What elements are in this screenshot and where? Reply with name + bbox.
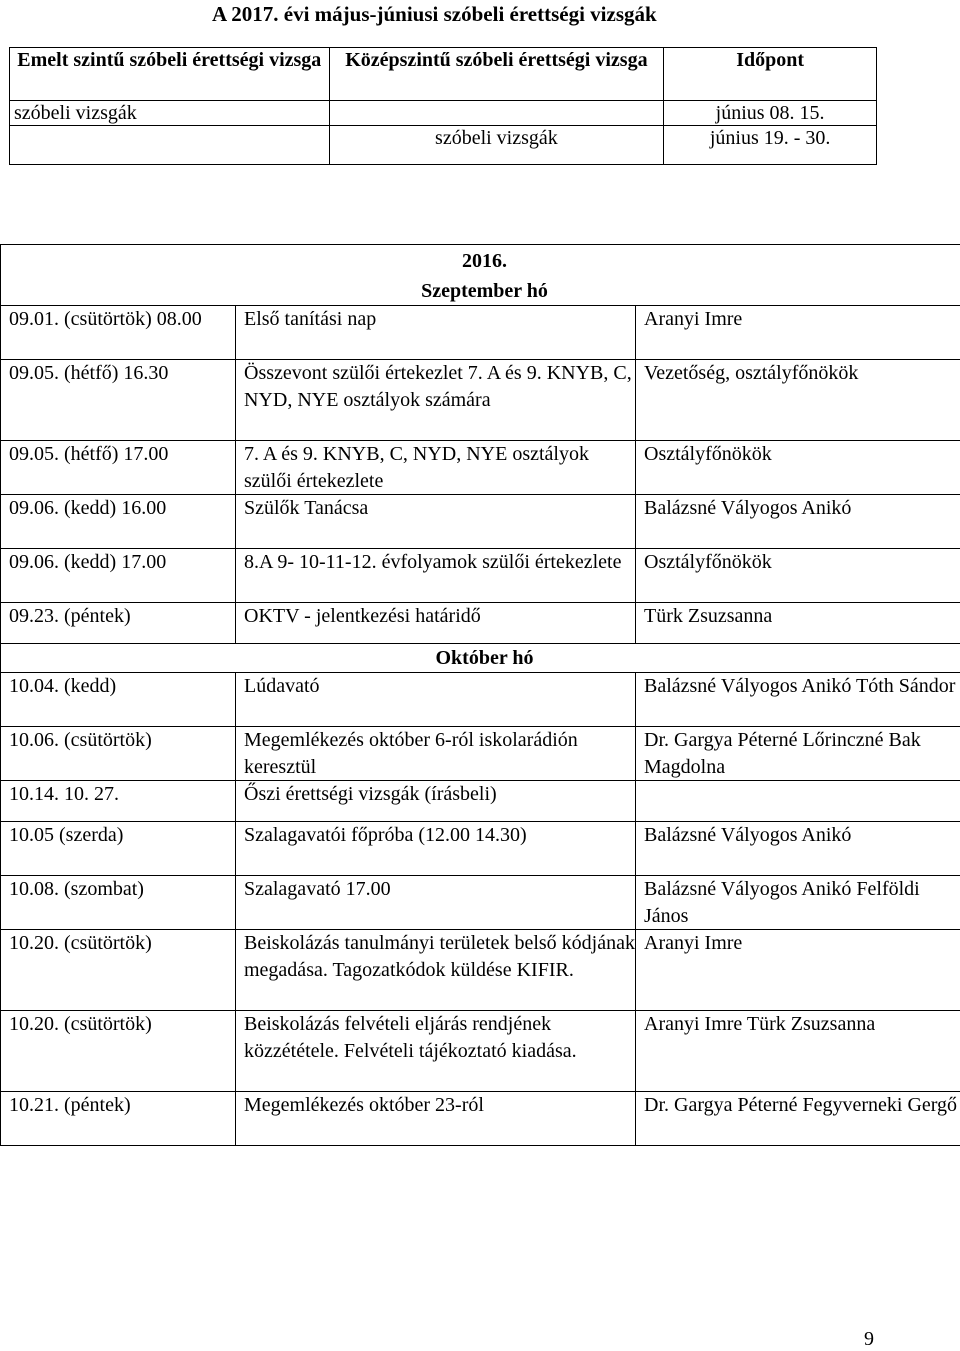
cell-event: OKTV - jelentkezési határidő xyxy=(236,603,636,644)
header-kozep: Középszintű szóbeli érettségi vizsga xyxy=(329,48,664,101)
table-row xyxy=(1,360,960,441)
row2-date: június 19. - 30. xyxy=(664,126,877,165)
cell-person: Aranyi Imre Türk Zsuzsanna xyxy=(636,1011,960,1092)
table-row xyxy=(1,781,960,822)
table-row xyxy=(1,876,960,930)
cell-event: Beiskolázás tanulmányi területek belső kódjának megadása. Tagozatkódok küldése KIFIR. xyxy=(236,930,636,1011)
cell-person: Balázsné Vályogos Anikó xyxy=(636,495,960,549)
cell-event: Beiskolázás felvételi eljárás rendjének közzététele. Felvételi tájékoztató kiadása. xyxy=(236,1011,636,1092)
table-row xyxy=(1,441,960,495)
row1-kozep xyxy=(329,101,664,126)
table-row xyxy=(1,603,960,644)
header-emelt: Emelt szintű szóbeli érettségi vizsga xyxy=(10,48,330,101)
cell-person: Aranyi Imre xyxy=(636,306,960,360)
table-row xyxy=(1,549,960,603)
cell-event: Összevont szülői értekezlet 7. A és 9. KNYB, C, NYD, NYE osztályok számára xyxy=(236,360,636,441)
cell-event: Első tanítási nap xyxy=(236,306,636,360)
cell-date: 10.20. (csütörtök) xyxy=(1,930,236,1011)
cell-person: Osztályfőnökök xyxy=(636,441,960,495)
october-heading-label: Október hó xyxy=(9,644,960,672)
table-row xyxy=(1,930,960,1011)
cell-person: Vezetőség, osztályfőnökök xyxy=(636,360,960,441)
cell-person: Balázsné Vályogos Anikó Tóth Sándor xyxy=(636,673,960,727)
row1-emelt: szóbeli vizsgák xyxy=(10,101,330,126)
cell-date: 09.05. (hétfő) 16.30 xyxy=(1,360,236,441)
table-row xyxy=(1,495,960,549)
cell-person: Balázsné Vályogos Anikó xyxy=(636,822,960,876)
cell-event: Lúdavató xyxy=(236,673,636,727)
cell-date: 09.05. (hétfő) 17.00 xyxy=(1,441,236,495)
page-number: 9 xyxy=(864,1328,874,1351)
table-row xyxy=(1,822,960,876)
cell-date: 09.06. (kedd) 16.00 xyxy=(1,495,236,549)
table-row xyxy=(1,727,960,781)
cell-person: Türk Zsuzsanna xyxy=(636,603,960,644)
cell-person: Balázsné Vályogos Anikó Felföldi János xyxy=(636,876,960,930)
september-heading xyxy=(1,245,960,306)
september-heading-label: Szeptember hó xyxy=(9,277,960,305)
cell-event: Szalagavatói főpróba (12.00 14.30) xyxy=(236,822,636,876)
table-row xyxy=(1,1092,960,1146)
header-idopont: Időpont xyxy=(664,48,877,101)
cell-event: Szülők Tanácsa xyxy=(236,495,636,549)
cell-event: Megemlékezés október 6-ról iskolarádión keresztül xyxy=(236,727,636,781)
year-label: 2016. xyxy=(9,245,960,277)
cell-date: 10.08. (szombat) xyxy=(1,876,236,930)
row1-date: június 08. 15. xyxy=(664,101,877,126)
cell-date: 10.06. (csütörtök) xyxy=(1,727,236,781)
cell-date: 10.04. (kedd) xyxy=(1,673,236,727)
cell-date: 10.14. 10. 27. xyxy=(1,781,236,822)
row2-kozep: szóbeli vizsgák xyxy=(329,126,664,165)
cell-person: Dr. Gargya Péterné Lőrinczné Bak Magdolna xyxy=(636,727,960,781)
cell-person: Dr. Gargya Péterné Fegyverneki Gergő xyxy=(636,1092,960,1146)
cell-date: 09.01. (csütörtök) 08.00 xyxy=(1,306,236,360)
page-heading: A 2017. évi május-júniusi szóbeli érettségi vizsgák xyxy=(212,2,657,27)
table-row xyxy=(1,673,960,727)
cell-event: 7. A és 9. KNYB, C, NYD, NYE osztályok szülői értekezlete xyxy=(236,441,636,495)
cell-person: Osztályfőnökök xyxy=(636,549,960,603)
cell-person: Aranyi Imre xyxy=(636,930,960,1011)
table-row xyxy=(1,306,960,360)
cell-event: 8.A 9- 10-11-12. évfolyamok szülői értekezlete xyxy=(236,549,636,603)
exam-schedule-table xyxy=(9,47,877,165)
cell-date: 10.05 (szerda) xyxy=(1,822,236,876)
calendar-table xyxy=(0,244,960,1146)
row2-emelt xyxy=(10,126,330,165)
cell-person xyxy=(636,781,960,822)
cell-event: Őszi érettségi vizsgák (írásbeli) xyxy=(236,781,636,822)
october-heading xyxy=(1,644,960,673)
cell-date: 09.23. (péntek) xyxy=(1,603,236,644)
cell-event: Megemlékezés október 23-ról xyxy=(236,1092,636,1146)
table-row xyxy=(1,1011,960,1092)
cell-date: 10.20. (csütörtök) xyxy=(1,1011,236,1092)
cell-date: 10.21. (péntek) xyxy=(1,1092,236,1146)
cell-event: Szalagavató 17.00 xyxy=(236,876,636,930)
cell-date: 09.06. (kedd) 17.00 xyxy=(1,549,236,603)
